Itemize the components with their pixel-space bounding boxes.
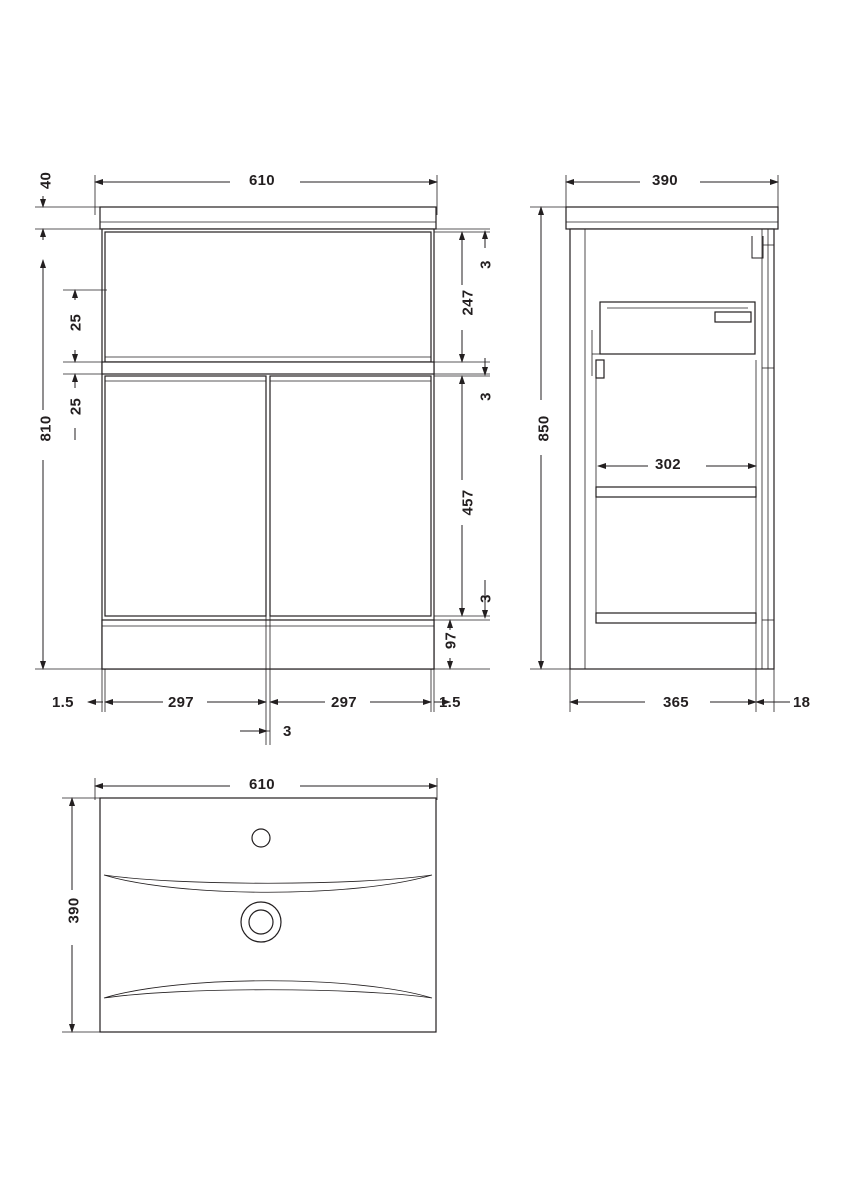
dim-front-plinth-height: 97 xyxy=(442,631,460,650)
dim-front-centre-gap: 3 xyxy=(283,723,292,740)
dim-front-door-left-width: 297 xyxy=(168,694,194,711)
dim-front-body-height: 810 xyxy=(37,415,55,442)
dim-front-gap-lower: 3 xyxy=(477,594,495,603)
dim-basin-depth: 390 xyxy=(65,897,83,924)
dim-basin-width: 610 xyxy=(249,776,275,793)
dim-front-drawer-gap-top: 25 xyxy=(67,313,85,332)
dim-side-base-depth: 365 xyxy=(663,694,689,711)
basin-plan-geometry xyxy=(100,798,436,1032)
dim-front-gap-mid: 3 xyxy=(477,392,495,401)
dim-side-overall-depth: 390 xyxy=(652,172,678,189)
dim-front-drawer-front-height: 247 xyxy=(459,289,477,316)
dim-side-inner-depth: 302 xyxy=(655,456,681,473)
dim-front-door-right-width: 297 xyxy=(331,694,357,711)
dim-front-right-margin: 1.5 xyxy=(439,694,461,711)
dim-side-rear-offset: 18 xyxy=(793,694,811,711)
side-view-geometry xyxy=(566,207,778,669)
dim-front-drawer-gap-bottom: 25 xyxy=(67,397,85,416)
front-view-geometry xyxy=(100,207,436,669)
dim-front-door-height: 457 xyxy=(459,489,477,516)
dim-front-gap-top: 3 xyxy=(477,260,495,269)
dim-side-overall-height: 850 xyxy=(535,415,553,442)
dim-front-overall-width: 610 xyxy=(249,172,275,189)
dim-front-left-margin: 1.5 xyxy=(52,694,74,711)
dim-front-countertop-thickness: 40 xyxy=(37,171,55,190)
